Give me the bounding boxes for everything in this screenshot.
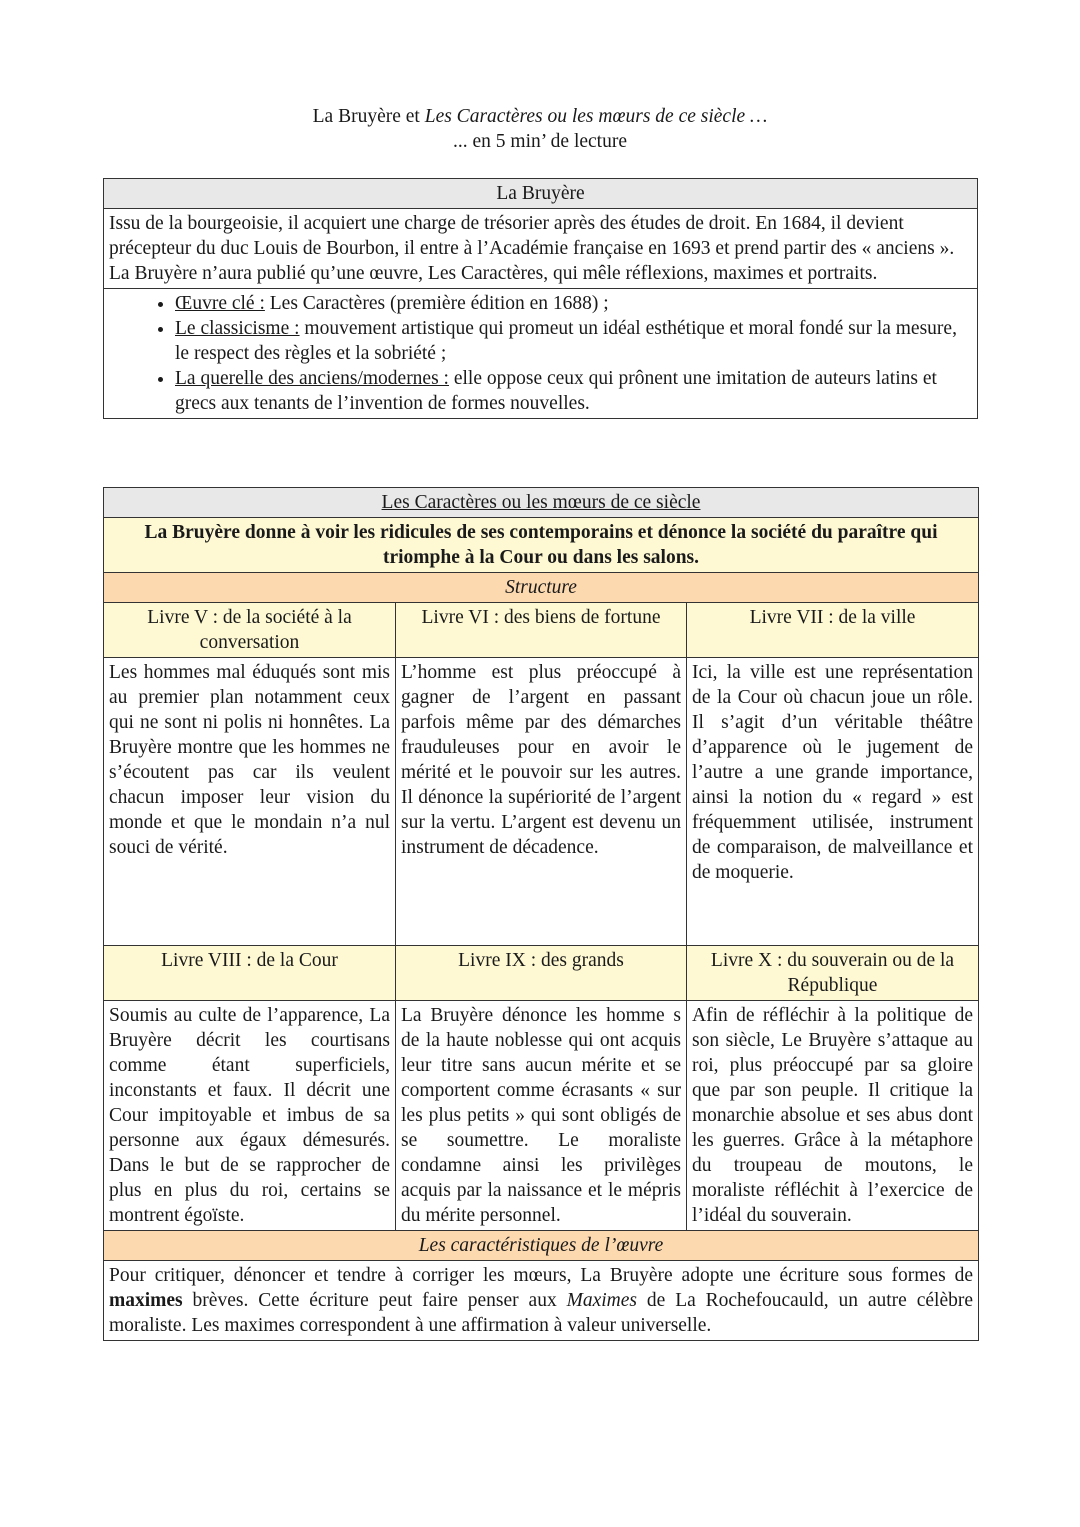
maximes-title: Maximes — [566, 1290, 637, 1311]
keypoint-text: Les Caractères (première édition en 1688) ; — [264, 293, 609, 314]
book-summary: Ici, la ville est une représentation de la Cour où chacun joue un rôle. Il s’agit d’un véritable théâtre d’apparence où le jugement de l’autre a une grande importance, ainsi la notion du « regard » est fréquemment utilisée, instrument de comparaison, de malveillance et de moquerie. — [687, 658, 979, 946]
author-keypoints — [104, 289, 978, 419]
book-summary: L’homme est plus préoccupé à gagner de l’argent en passant parfois même par des démarches frauduleuses pour en avoir le mérité et le pouvoir sur les autres. Il dénonce la supériorité de l’argent sur la vertu. L’argent est devenu un instrument de décadence. — [396, 658, 687, 946]
title-prefix: La Bruyère et — [312, 106, 425, 127]
author-header: La Bruyère — [104, 179, 978, 209]
book-title: Livre V : de la société à la conversation — [104, 603, 396, 658]
work-header: Les Caractères ou les mœurs de ce siècle — [104, 488, 979, 518]
structure-label: Structure — [104, 573, 979, 603]
work-thesis: La Bruyère donne à voir les ridicules de ses contemporains et dénonce la société du paraître qui triomphe à la Cour ou dans les salons. — [104, 518, 979, 573]
work-table — [103, 487, 979, 1341]
characteristics-text: Pour critiquer, dénoncer et tendre à corriger les mœurs, La Bruyère adopte une écriture sous formes de maximes brèves. Cette écriture peut faire penser aux Maximes de La Rochefoucauld, un autre célèbre moraliste. Les maximes correspondent à une affirmation à valeur universelle. — [104, 1261, 979, 1341]
book-title: Livre VIII : de la Cour — [104, 946, 396, 1001]
book-title: Livre VII : de la ville — [687, 603, 979, 658]
author-bio: Issu de la bourgeoisie, il acquiert une charge de trésorier après des études de droit. En 1684, il devient précepteur du duc Louis de Bourbon, il entre à l’Académie française en 1693 et prend partir des « anciens ». La Bruyère n’aura publié qu’une œuvre, Les Caractères, qui mêle réflexions, maximes et portraits. — [104, 209, 978, 289]
keypoint-term: Le classicisme : — [175, 318, 300, 339]
author-table — [103, 178, 978, 419]
maximes-keyword: maximes — [109, 1290, 183, 1311]
keypoint-term: Œuvre clé : — [175, 293, 265, 314]
book-summary: La Bruyère dénonce les homme s de la haute noblesse qui ont acquis leur titre sans aucun mérite et se comportent comme écrasants « sur les plus petits » qui sont obligés de se soumettre. Le moraliste condamne ainsi les privilèges acquis par la naissance et le mépris du mérite personnel. — [396, 1001, 687, 1231]
keypoint-item — [175, 291, 972, 316]
book-title: Livre X : du souverain ou de la République — [687, 946, 979, 1001]
book-summary: Afin de réfléchir à la politique de son siècle, Le Bruyère s’attaque au roi, plus préoccupé par sa gloire que par son peuple. Il critique la monarchie absolue et ses abus dont les guerres. Grâce à la métaphore du troupeau de moutons, le moraliste réfléchit à l’exercice de l’idéal du souverain. — [687, 1001, 979, 1231]
keypoint-text: mouvement artistique qui promeut un idéal esthétique et moral fondé sur la mesure, le respect des règles et la sobriété ; — [175, 318, 957, 364]
characteristics-label: Les caractéristiques de l’œuvre — [104, 1231, 979, 1261]
title-subtitle: ... en 5 min’ de lecture — [453, 131, 627, 152]
title-work: Les Caractères ou les mœurs de ce siècle … — [424, 106, 768, 127]
keypoint-item — [175, 366, 972, 416]
book-summary: Les hommes mal éduqués sont mis au premier plan notamment ceux qui ne sont ni polis ni honnêtes. La Bruyère montre que les hommes ne s’écoutent pas car ils veulent chacun imposer leur vision du monde et que le mondain n’a nul souci de vérité. — [104, 658, 396, 946]
book-summary: Soumis au culte de l’apparence, La Bruyère décrit les courtisans comme étant superficiels, inconstants et faux. Il décrit une Cour impitoyable et imbus de sa personne aux égaux démesurés. Dans le but de se rapprocher de plus en plus du roi, certains se montrent égoïste. — [104, 1001, 396, 1231]
book-title: Livre IX : des grands — [396, 946, 687, 1001]
keypoint-text: elle oppose ceux qui prônent une imitation de auteurs latins et grecs aux tenants de l’invention de formes nouvelles. — [175, 368, 937, 414]
keypoint-term: La querelle des anciens/modernes : — [175, 368, 449, 389]
document-title — [0, 104, 1080, 154]
keypoint-item — [175, 316, 972, 366]
book-title: Livre VI : des biens de fortune — [396, 603, 687, 658]
